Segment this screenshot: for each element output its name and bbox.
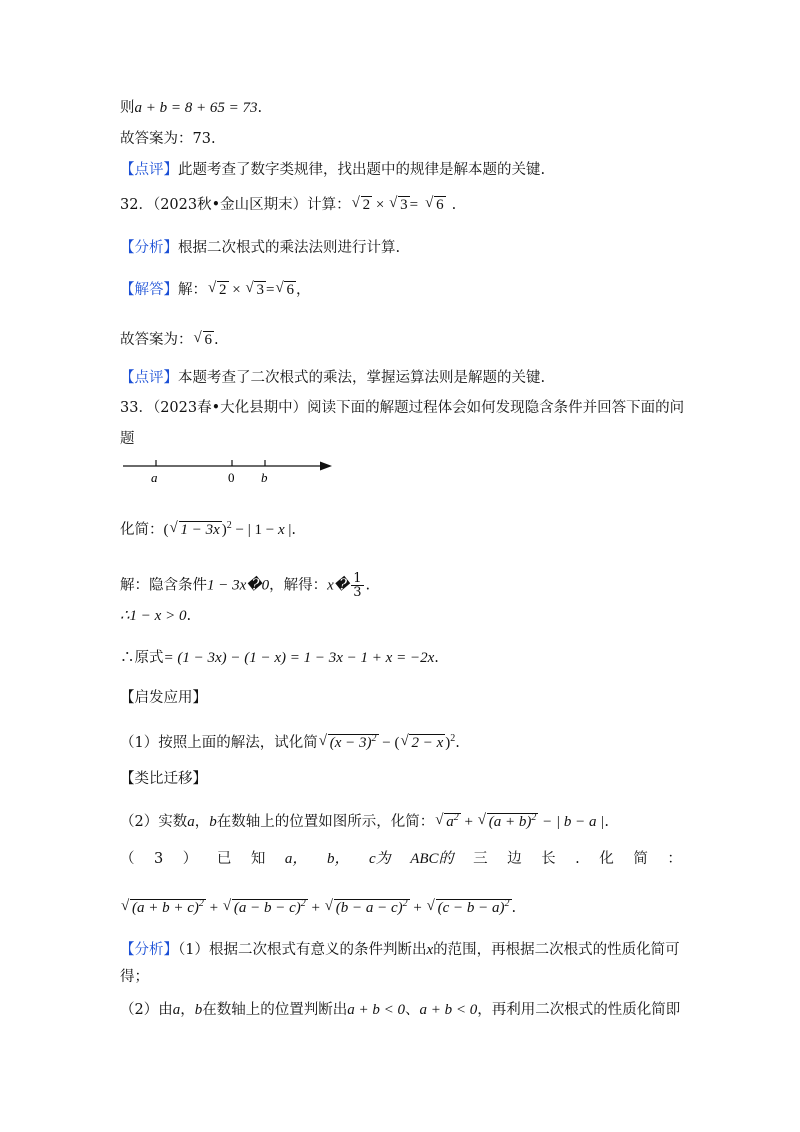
label-a: a: [151, 470, 158, 485]
sqrt-term-2: √ $(a - b - c)^2$: [223, 898, 308, 918]
question-32: 32．（2023秋•金山区期末）计算：√ 2 × √ 3 =√ 6 .: [120, 195, 456, 215]
section-inspire: 【启发应用】: [120, 690, 207, 706]
period: .: [511, 900, 517, 916]
sqrt-2: [208, 280, 229, 300]
part-3: [120, 849, 682, 869]
radicand-3: 3: [256, 282, 264, 298]
part-2-text-b: 在数轴上的位置如图所示，化简：: [216, 814, 435, 830]
p3-seg: ）: [182, 851, 198, 867]
comma: ，: [194, 814, 210, 830]
analysis-1: [120, 940, 680, 960]
therefore-expr-1: ∴1 − x > 0: [120, 608, 187, 624]
period: .: [365, 577, 371, 594]
p3-seg: （: [120, 851, 135, 867]
period: .: [434, 650, 439, 666]
p3-seg: 三: [473, 851, 488, 867]
sqrt-6: [194, 330, 215, 350]
therefore-label: ∴原式: [120, 650, 164, 666]
sqrt-3: [389, 195, 410, 215]
separator: 、: [404, 1002, 420, 1018]
sqrt-term-4: √ $(c - b - a)^2$: [427, 898, 512, 918]
var-x: x: [426, 942, 434, 958]
therefore-line-2: [120, 648, 439, 668]
p3-seg: b，: [326, 851, 350, 867]
p3-seg: c为: [368, 851, 391, 867]
label-b: b: [261, 470, 268, 485]
therefore-expr-2: = (1 − 3x) − (1 − x) = 1 − 3x − 1 + x = −2x: [163, 650, 435, 666]
q32-review: [120, 368, 545, 388]
period: .: [455, 735, 460, 751]
sqrt-term-3: √ $(b - a - c)^2$: [325, 898, 410, 918]
arrow-icon: [320, 462, 332, 471]
period: .: [214, 332, 219, 348]
numerator: 1: [353, 571, 362, 586]
radicand-6: 6: [286, 282, 294, 298]
denominator: 3: [353, 585, 362, 600]
period: .: [451, 197, 457, 213]
review-text: 此题考查了数字类规律，找出题中的规律是解本题的关键.: [178, 162, 546, 178]
radicand-6: 6: [436, 197, 444, 213]
final-answer-text: 故答案为：: [120, 332, 193, 348]
analysis-tag: 【分析】: [120, 240, 178, 256]
comma: ，: [180, 1002, 195, 1018]
line-review-1: [120, 160, 545, 180]
var-b: b: [194, 1002, 203, 1018]
analysis-text: 根据二次根式的乘法法则进行计算.: [178, 240, 401, 256]
p3-seg: 边: [507, 851, 522, 867]
review-tag: 【点评】: [120, 370, 178, 386]
analysis-1-rest: 的范围，再根据二次根式的性质化简可: [433, 942, 680, 958]
sqrt-6: [275, 280, 296, 300]
sqrt-1-3x: √ 1 − 3x: [170, 520, 222, 540]
radicand-2: 2: [362, 197, 371, 213]
analysis-2-mid: 在数轴上的位置判断出: [202, 1002, 348, 1018]
x-bound: x�: [327, 577, 350, 594]
line-sum: [120, 98, 262, 118]
solution-text: 解：: [178, 282, 207, 298]
analysis-1-text: （1）根据二次根式有意义的条件判断出: [178, 942, 427, 958]
p3-seg: 3: [154, 851, 164, 867]
p3-seg: ：: [667, 851, 682, 867]
analysis-2-rest: ，再利用二次根式的性质化简即: [477, 1002, 681, 1018]
part-2-text-a: （2）实数: [120, 814, 188, 830]
q32-solution: 【解答】解：√ 2 × √ 3 =√ 6 ，: [120, 280, 310, 300]
analysis-1-cont: 得；: [120, 969, 149, 985]
sqrt-6: [425, 195, 446, 215]
q32-answer-blank: [418, 197, 452, 213]
q32-final-answer: [120, 330, 219, 350]
number-line: [120, 455, 335, 487]
var-b: b: [209, 814, 217, 830]
simplify-expression: 化简：(√ 1 − 3x )$^2$ − | 1 − x |.: [120, 520, 296, 540]
period: .: [604, 814, 609, 830]
analysis-2: [120, 1000, 680, 1020]
math-sum: a + b = 8 + 65 = 73: [134, 100, 258, 116]
part-3-expression: √ $(a + b + c)^2$ + √ $(a - b - c)^2$ + √ $(b - a - c)^2$ + √ $(c - b - a)^2$ .: [120, 898, 516, 918]
solution-tag: 【解答】: [120, 282, 178, 298]
equals: =: [265, 282, 275, 298]
sqrt-2: [352, 195, 373, 215]
p3-seg: ABC的: [410, 851, 454, 867]
radicand-3: 3: [400, 197, 408, 213]
label-0: 0: [228, 470, 235, 485]
p3-seg: 知: [250, 851, 266, 867]
p3-seg: 简: [633, 851, 648, 867]
period: .: [186, 608, 192, 624]
p3-seg: 化: [599, 851, 614, 867]
condition-expr: 1 − 3x�0: [207, 577, 270, 594]
radicand-6: 6: [204, 332, 212, 348]
sqrt-2-x: √ 2 − x: [400, 733, 445, 753]
solution-condition: [120, 572, 370, 599]
question-33-cont: 题: [120, 431, 135, 447]
p3-seg: 长: [541, 851, 556, 867]
p3-seg: a，: [284, 851, 308, 867]
p3-seg: 已: [216, 851, 232, 867]
fraction-1-3: [351, 572, 363, 599]
condition-1: a + b < 0: [347, 1002, 405, 1018]
simplify-label: 化简：: [120, 522, 164, 538]
var-a: a: [187, 814, 195, 830]
part-1: （1）按照上面的解法，试化简√ $(x - 3)^2$ − (√ 2 − x )$^2$.: [120, 733, 460, 753]
var-a: a: [172, 1002, 181, 1018]
q32-label: 32．（2023秋•金山区期末）计算：: [120, 197, 351, 213]
sqrt-a-plus-b-sq: √ $(a + b)^2$: [478, 812, 539, 832]
q32-analysis: [120, 238, 400, 258]
line-answer-73: 故答案为：73.: [120, 131, 216, 147]
analysis-2-text: （2）由: [120, 1002, 173, 1018]
comma: ，: [295, 282, 311, 298]
solve-text: ，解得：: [269, 577, 328, 594]
radicand-2: 2: [219, 282, 227, 298]
p3-seg: .: [575, 851, 580, 867]
review-tag: 【点评】: [120, 162, 178, 178]
period: .: [257, 100, 263, 116]
sqrt-x-3-sq: √ $(x - 3)^2$: [319, 733, 379, 753]
sqrt-term-1: √ $(a + b + c)^2$: [121, 898, 206, 918]
sqrt-3: [245, 280, 266, 300]
text-ze: 则: [120, 100, 135, 116]
solution-label: 解：隐含条件: [120, 577, 207, 594]
section-analog: 【类比迁移】: [120, 771, 207, 787]
question-33: 33．（2023春•大化县期中）阅读下面的解题过程体会如何发现隐含条件并回答下面的问: [120, 400, 685, 416]
part-1-text: （1）按照上面的解法，试化简: [120, 735, 318, 751]
analysis-tag: 【分析】: [120, 942, 178, 958]
therefore-line-1: [120, 606, 191, 626]
sqrt-a-sq: √ $a^2$: [435, 812, 461, 832]
equals: =: [409, 197, 419, 213]
period: .: [291, 522, 296, 538]
review-text: 本题考查了二次根式的乘法，掌握运算法则是解题的关键.: [178, 370, 546, 386]
condition-2: a + b < 0: [419, 1002, 478, 1018]
part-2: （2）实数a，b在数轴上的位置如图所示，化简：√ $a^2$ + √ $(a + b)^2$ − | b − a |.: [120, 812, 609, 832]
